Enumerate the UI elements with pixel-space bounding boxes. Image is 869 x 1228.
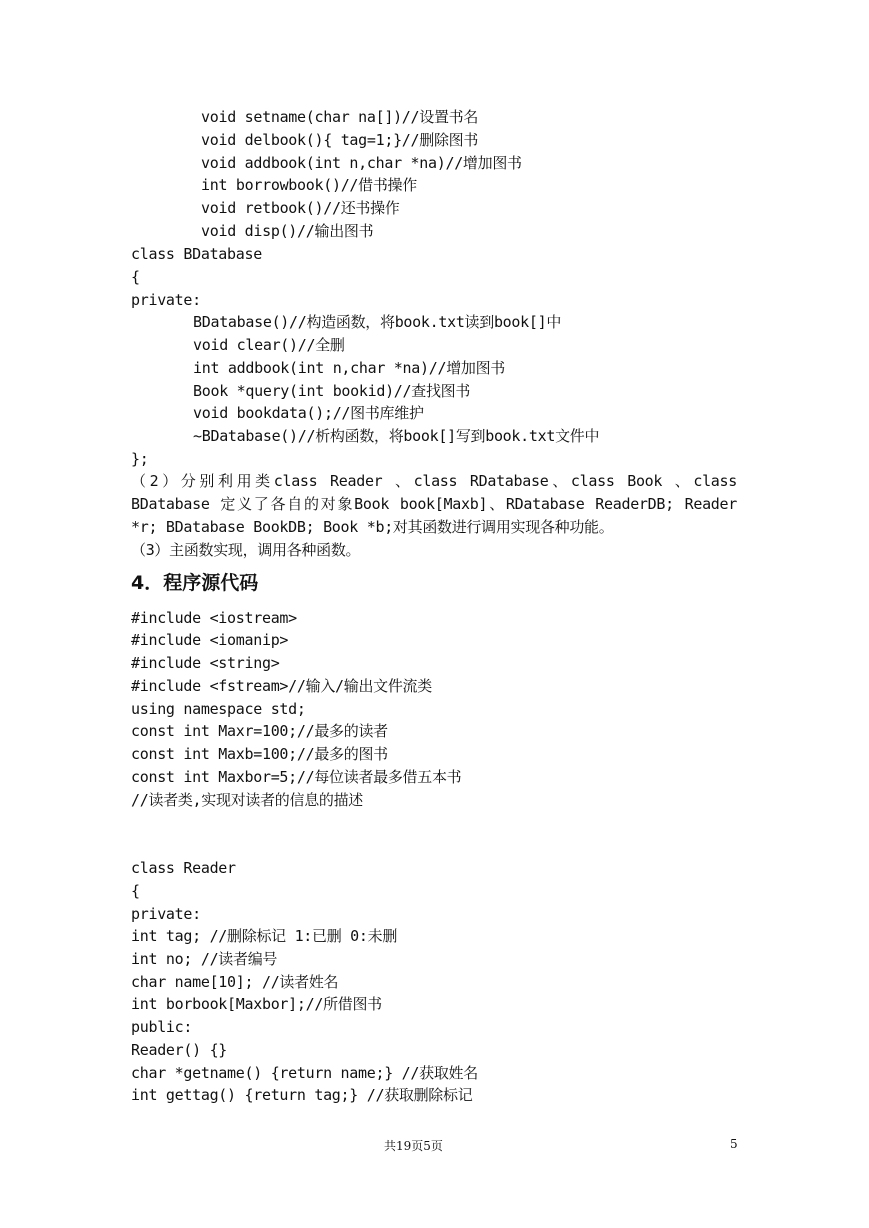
code-line: void setname(char na[])//设置书名	[201, 108, 479, 126]
code-line: private:	[131, 905, 201, 923]
code-line: const int Maxbor=5;//每位读者最多借五本书	[131, 768, 462, 786]
code-line: const int Maxr=100;//最多的读者	[131, 722, 388, 740]
code-line: Reader() {}	[131, 1041, 228, 1059]
code-line: class Reader	[131, 859, 236, 877]
page-footer-info: 共19页5页	[384, 1139, 443, 1153]
section-heading: 4．程序源代码	[131, 572, 259, 594]
code-line: class BDatabase	[131, 245, 262, 263]
code-line: void clear()//全删	[193, 336, 345, 354]
code-line: public:	[131, 1018, 193, 1036]
code-line: using namespace std;	[131, 700, 306, 718]
code-line: char name[10]; //读者姓名	[131, 973, 339, 991]
code-line: void addbook(int n,char *na)//增加图书	[201, 154, 522, 172]
code-line: Book *query(int bookid)//查找图书	[193, 382, 471, 400]
paragraph: （2）分别利用类class Reader 、class RDatabase、class Book 、class BDatabase 定义了各自的对象Book book[Maxb]、RDatabase ReaderDB; Reader *r; BDatabase BookDB; Book *b;对其函数进行调用实现各种功能。	[131, 472, 737, 536]
code-line: const int Maxb=100;//最多的图书	[131, 745, 388, 763]
code-line: //读者类,实现对读者的信息的描述	[131, 791, 363, 809]
code-line: {	[131, 268, 140, 286]
code-line: {	[131, 882, 140, 900]
code-line: int borrowbook()//借书操作	[201, 176, 417, 194]
code-line: };	[131, 450, 149, 468]
code-line: void bookdata();//图书库维护	[193, 404, 424, 422]
code-line: private:	[131, 291, 201, 309]
code-line: #include <fstream>//输入/输出文件流类	[131, 677, 432, 695]
code-line: int gettag() {return tag;} //获取删除标记	[131, 1086, 473, 1104]
code-line: #include <string>	[131, 654, 280, 672]
code-line: #include <iostream>	[131, 609, 297, 627]
code-line: BDatabase()//构造函数，将book.txt读到book[]中	[193, 313, 562, 331]
code-line: int no; //读者编号	[131, 950, 278, 968]
code-line: void disp()//输出图书	[201, 222, 374, 240]
code-line: int borbook[Maxbor];//所借图书	[131, 995, 382, 1013]
page-number: 5	[730, 1137, 738, 1151]
paragraph: （3）主函数实现，调用各种函数。	[131, 541, 361, 559]
code-line: #include <iomanip>	[131, 631, 289, 649]
code-line: void retbook()//还书操作	[201, 199, 400, 217]
code-line: void delbook(){ tag=1;}//删除图书	[201, 131, 479, 149]
code-line: int addbook(int n,char *na)//增加图书	[193, 359, 505, 377]
code-line: char *getname() {return name;} //获取姓名	[131, 1064, 478, 1082]
code-line: int tag; //删除标记 1:已删 0:未删	[131, 927, 398, 945]
code-line: ~BDatabase()//析构函数，将book[]写到book.txt文件中	[193, 427, 600, 445]
